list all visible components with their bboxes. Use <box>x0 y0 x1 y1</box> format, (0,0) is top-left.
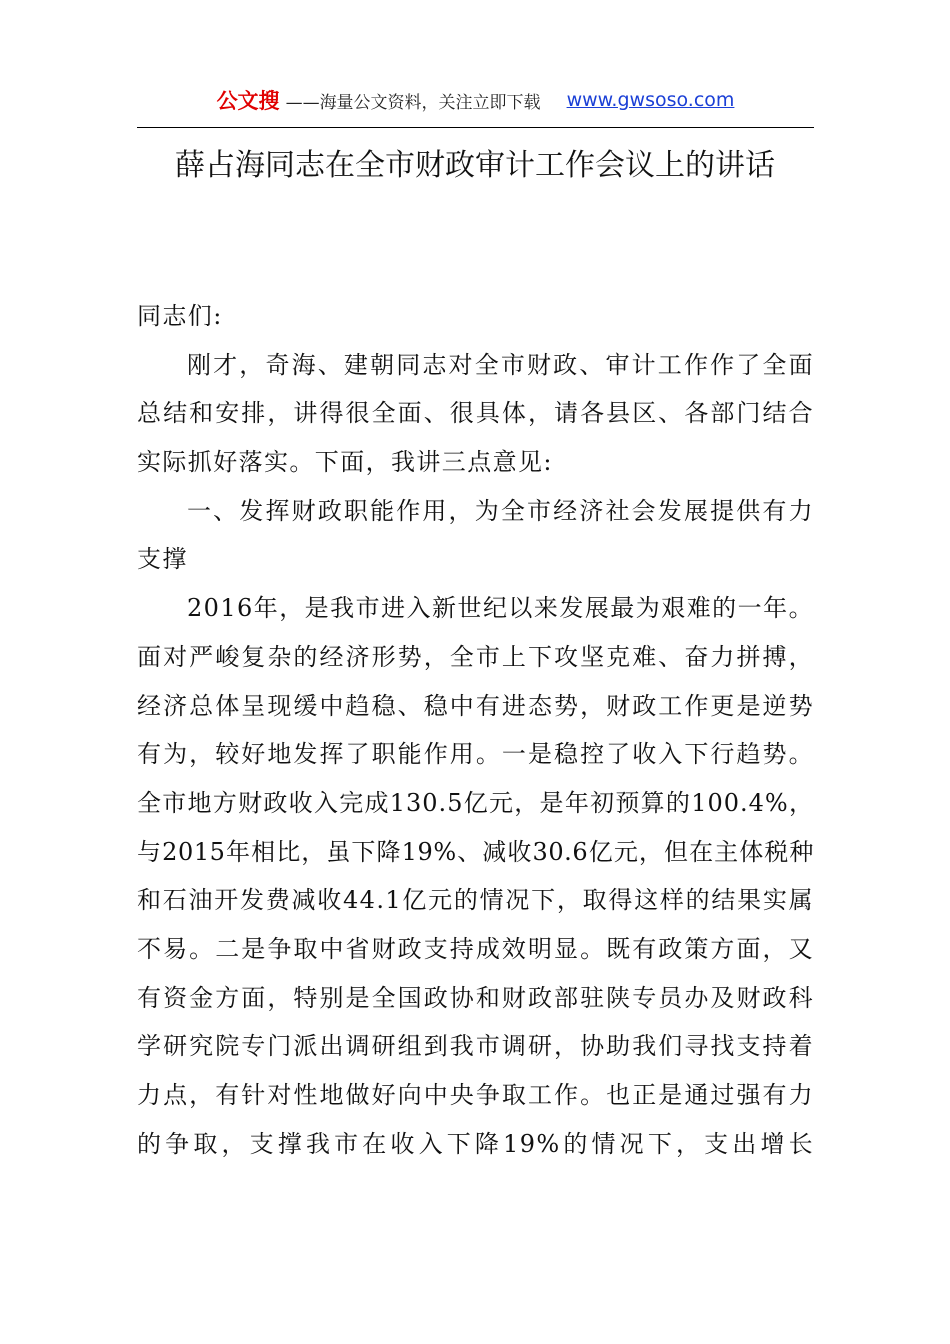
paragraph-line: 面对严峻复杂的经济形势，全市上下攻坚克难、奋力拼搏， <box>137 642 814 671</box>
paragraph-line: 全市地方财政收入完成130.5亿元，是年初预算的100.4%， <box>137 788 814 817</box>
page-header <box>137 80 814 120</box>
paragraph-line: 总结和安排，讲得很全面、很具体，请各县区、各部门结合 <box>137 399 814 428</box>
section-heading-line: 一、发挥财政职能作用，为全市经济社会发展提供有力 <box>187 496 814 525</box>
paragraph-line: 学研究院专门派出调研组到我市调研，协助我们寻找支持着 <box>137 1032 814 1061</box>
paragraph-line: 经济总体呈现缓中趋稳、稳中有进态势，财政工作更是逆势 <box>137 691 814 720</box>
section-heading-line: 支撑 <box>137 545 188 574</box>
paragraph-line: 与2015年相比，虽下降19%、减收30.6亿元，但在主体税种 <box>137 837 814 866</box>
paragraph-line: 2016年，是我市进入新世纪以来发展最为艰难的一年。 <box>187 594 814 623</box>
document-body <box>137 292 814 1168</box>
salutation: 同志们: <box>137 302 223 330</box>
paragraph-line: 和石油开发费减收44.1亿元的情况下，取得这样的结果实属 <box>137 886 814 915</box>
paragraph-line: 刚才，奇海、建朝同志对全市财政、审计工作作了全面 <box>187 350 814 379</box>
header-divider <box>137 127 814 128</box>
paragraph-line: 有资金方面，特别是全国政协和财政部驻陕专员办及财政科 <box>137 983 814 1012</box>
website-link[interactable]: www.gwsoso.com <box>566 89 735 111</box>
brand-logo-text: 公文搜 <box>216 89 280 113</box>
paragraph-line: 实际抓好落实。下面，我讲三点意见: <box>137 448 553 477</box>
document-title: 薛占海同志在全市财政审计工作会议上的讲话 <box>175 148 775 183</box>
paragraph-line: 的争取，支撑我市在收入下降19%的情况下，支出增长 <box>137 1129 814 1158</box>
paragraph-line: 力点，有针对性地做好向中央争取工作。也正是通过强有力 <box>137 1081 814 1109</box>
paragraph-line: 不易。二是争取中省财政支持成效明显。既有政策方面，又 <box>137 934 814 963</box>
paragraph-line: 有为，较好地发挥了职能作用。一是稳控了收入下行趋势。 <box>137 740 814 769</box>
header-tagline: ——海量公文资料，关注立即下载 <box>285 92 541 113</box>
